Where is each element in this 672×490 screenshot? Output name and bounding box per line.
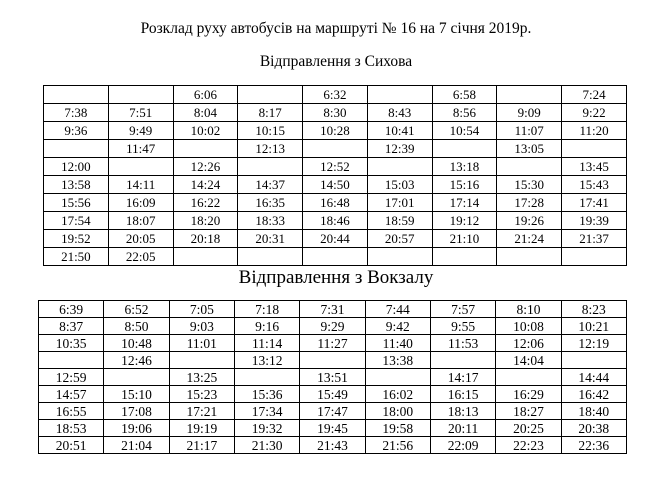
time-cell: 21:37 (562, 230, 627, 248)
time-cell: 19:26 (497, 212, 562, 230)
time-cell: 15:10 (104, 386, 169, 403)
time-cell: 11:20 (562, 122, 627, 140)
time-cell: 10:41 (367, 122, 432, 140)
time-cell (234, 369, 299, 386)
time-cell: 14:04 (496, 352, 561, 369)
time-cell: 18:46 (303, 212, 368, 230)
time-cell: 9:22 (562, 104, 627, 122)
time-cell: 19:58 (365, 420, 430, 437)
time-cell: 9:03 (169, 318, 234, 335)
schedule-table-sykhiv (43, 85, 627, 266)
time-cell: 9:42 (365, 318, 430, 335)
time-cell: 9:29 (300, 318, 365, 335)
time-cell: 17:21 (169, 403, 234, 420)
time-cell: 10:21 (561, 318, 626, 335)
time-cell: 19:52 (44, 230, 109, 248)
time-cell: 22:23 (496, 437, 561, 454)
time-cell: 12:19 (561, 335, 626, 352)
time-cell: 20:38 (561, 420, 626, 437)
section-heading-vokzal: Відправлення з Вокзалу (238, 267, 434, 288)
time-cell: 20:05 (108, 230, 173, 248)
section-heading-sykhiv: Відправлення з Сихова (259, 53, 413, 70)
time-cell (367, 158, 432, 176)
time-cell (238, 248, 303, 266)
time-cell: 7:05 (169, 301, 234, 318)
time-cell: 18:07 (108, 212, 173, 230)
time-cell: 18:20 (173, 212, 238, 230)
table-row (44, 158, 627, 176)
time-cell: 9:55 (430, 318, 495, 335)
table-row (39, 318, 627, 335)
time-cell: 16:09 (108, 194, 173, 212)
time-cell: 21:56 (365, 437, 430, 454)
time-cell: 6:06 (173, 86, 238, 104)
time-cell: 16:15 (430, 386, 495, 403)
table-row (44, 122, 627, 140)
time-cell: 10:02 (173, 122, 238, 140)
time-cell (497, 248, 562, 266)
time-cell (104, 369, 169, 386)
time-cell: 7:57 (430, 301, 495, 318)
time-cell: 22:05 (108, 248, 173, 266)
time-cell: 11:47 (108, 140, 173, 158)
time-cell: 20:25 (496, 420, 561, 437)
time-cell: 7:44 (365, 301, 430, 318)
table-row (39, 386, 627, 403)
time-cell: 9:16 (234, 318, 299, 335)
table-row (39, 301, 627, 318)
time-cell (365, 369, 430, 386)
time-cell: 8:23 (561, 301, 626, 318)
time-cell: 16:42 (561, 386, 626, 403)
time-cell: 10:54 (432, 122, 497, 140)
time-cell: 20:11 (430, 420, 495, 437)
time-cell: 10:28 (303, 122, 368, 140)
time-cell: 16:02 (365, 386, 430, 403)
time-cell: 10:08 (496, 318, 561, 335)
time-cell: 11:14 (234, 335, 299, 352)
time-cell: 18:13 (430, 403, 495, 420)
table-row (44, 86, 627, 104)
time-cell: 12:39 (367, 140, 432, 158)
time-cell: 18:53 (39, 420, 104, 437)
table-row (44, 104, 627, 122)
time-cell (303, 248, 368, 266)
time-cell (169, 352, 234, 369)
table-row (44, 194, 627, 212)
table-row (44, 176, 627, 194)
time-cell: 19:39 (562, 212, 627, 230)
time-cell (496, 369, 561, 386)
time-cell: 17:54 (44, 212, 109, 230)
time-cell: 11:01 (169, 335, 234, 352)
time-cell: 13:45 (562, 158, 627, 176)
time-cell: 7:31 (300, 301, 365, 318)
time-cell: 14:50 (303, 176, 368, 194)
time-cell: 21:24 (497, 230, 562, 248)
table-row (39, 352, 627, 369)
table-row (44, 230, 627, 248)
time-cell: 10:48 (104, 335, 169, 352)
time-cell: 12:59 (39, 369, 104, 386)
time-cell: 7:38 (44, 104, 109, 122)
time-cell: 15:23 (169, 386, 234, 403)
time-cell: 10:15 (238, 122, 303, 140)
time-cell: 13:18 (432, 158, 497, 176)
time-cell: 21:30 (234, 437, 299, 454)
time-cell: 11:07 (497, 122, 562, 140)
time-cell: 21:17 (169, 437, 234, 454)
time-cell: 15:36 (234, 386, 299, 403)
time-cell: 14:37 (238, 176, 303, 194)
time-cell: 18:27 (496, 403, 561, 420)
time-cell: 7:18 (234, 301, 299, 318)
time-cell (108, 158, 173, 176)
time-cell: 17:41 (562, 194, 627, 212)
time-cell: 16:48 (303, 194, 368, 212)
time-cell: 17:14 (432, 194, 497, 212)
time-cell (300, 352, 365, 369)
time-cell: 13:05 (497, 140, 562, 158)
time-cell (173, 248, 238, 266)
time-cell: 15:30 (497, 176, 562, 194)
time-cell (497, 86, 562, 104)
time-cell: 19:32 (234, 420, 299, 437)
table-row (39, 437, 627, 454)
time-cell: 13:58 (44, 176, 109, 194)
time-cell: 22:09 (430, 437, 495, 454)
time-cell (562, 140, 627, 158)
time-cell (44, 140, 109, 158)
table-row (39, 369, 627, 386)
time-cell: 12:26 (173, 158, 238, 176)
time-cell: 12:46 (104, 352, 169, 369)
time-cell (173, 140, 238, 158)
time-cell: 15:49 (300, 386, 365, 403)
time-cell (108, 86, 173, 104)
time-cell: 20:44 (303, 230, 368, 248)
time-cell: 6:52 (104, 301, 169, 318)
time-cell: 6:32 (303, 86, 368, 104)
time-cell: 21:10 (432, 230, 497, 248)
time-cell: 14:44 (561, 369, 626, 386)
time-cell: 15:16 (432, 176, 497, 194)
time-cell: 7:51 (108, 104, 173, 122)
time-cell: 19:19 (169, 420, 234, 437)
table-row (39, 420, 627, 437)
time-cell: 8:17 (238, 104, 303, 122)
time-cell: 11:53 (430, 335, 495, 352)
time-cell: 6:39 (39, 301, 104, 318)
table-row (44, 248, 627, 266)
time-cell: 21:43 (300, 437, 365, 454)
time-cell: 13:51 (300, 369, 365, 386)
time-cell: 21:50 (44, 248, 109, 266)
time-cell: 20:18 (173, 230, 238, 248)
time-cell: 10:35 (39, 335, 104, 352)
time-cell: 11:40 (365, 335, 430, 352)
time-cell (562, 248, 627, 266)
time-cell (432, 140, 497, 158)
time-cell (238, 158, 303, 176)
time-cell: 19:12 (432, 212, 497, 230)
time-cell: 16:35 (238, 194, 303, 212)
time-cell: 20:31 (238, 230, 303, 248)
time-cell: 17:47 (300, 403, 365, 420)
table-row (39, 403, 627, 420)
time-cell: 9:49 (108, 122, 173, 140)
time-cell (238, 86, 303, 104)
time-cell: 19:45 (300, 420, 365, 437)
time-cell (367, 248, 432, 266)
time-cell: 14:17 (430, 369, 495, 386)
time-cell: 16:55 (39, 403, 104, 420)
time-cell: 17:08 (104, 403, 169, 420)
time-cell: 18:59 (367, 212, 432, 230)
time-cell: 20:51 (39, 437, 104, 454)
time-cell: 8:37 (39, 318, 104, 335)
time-cell: 15:43 (562, 176, 627, 194)
time-cell: 15:56 (44, 194, 109, 212)
time-cell: 12:06 (496, 335, 561, 352)
time-cell (430, 352, 495, 369)
time-cell: 16:29 (496, 386, 561, 403)
time-cell (561, 352, 626, 369)
time-cell: 8:04 (173, 104, 238, 122)
time-cell: 8:56 (432, 104, 497, 122)
time-cell: 17:34 (234, 403, 299, 420)
time-cell: 13:25 (169, 369, 234, 386)
schedule-table-vokzal (38, 300, 627, 454)
time-cell: 11:27 (300, 335, 365, 352)
time-cell: 12:13 (238, 140, 303, 158)
time-cell: 15:03 (367, 176, 432, 194)
time-cell: 6:58 (432, 86, 497, 104)
time-cell: 21:04 (104, 437, 169, 454)
time-cell: 14:57 (39, 386, 104, 403)
time-cell: 9:36 (44, 122, 109, 140)
time-cell (44, 86, 109, 104)
time-cell: 14:11 (108, 176, 173, 194)
document-title: Розклад руху автобусів на маршруті № 16 на 7 січня 2019р. (140, 20, 532, 37)
table-row (44, 140, 627, 158)
time-cell: 17:28 (497, 194, 562, 212)
time-cell (367, 86, 432, 104)
time-cell: 12:52 (303, 158, 368, 176)
time-cell: 8:50 (104, 318, 169, 335)
time-cell: 22:36 (561, 437, 626, 454)
time-cell: 17:01 (367, 194, 432, 212)
time-cell: 18:40 (561, 403, 626, 420)
time-cell (39, 352, 104, 369)
time-cell: 8:43 (367, 104, 432, 122)
time-cell: 9:09 (497, 104, 562, 122)
time-cell: 18:33 (238, 212, 303, 230)
time-cell: 7:24 (562, 86, 627, 104)
time-cell: 19:06 (104, 420, 169, 437)
table-row (44, 212, 627, 230)
time-cell: 13:12 (234, 352, 299, 369)
time-cell: 18:00 (365, 403, 430, 420)
time-cell: 12:00 (44, 158, 109, 176)
time-cell (432, 248, 497, 266)
time-cell: 8:10 (496, 301, 561, 318)
time-cell: 20:57 (367, 230, 432, 248)
table-row (39, 335, 627, 352)
time-cell: 8:30 (303, 104, 368, 122)
time-cell: 13:38 (365, 352, 430, 369)
time-cell (303, 140, 368, 158)
time-cell: 16:22 (173, 194, 238, 212)
time-cell (497, 158, 562, 176)
time-cell: 14:24 (173, 176, 238, 194)
